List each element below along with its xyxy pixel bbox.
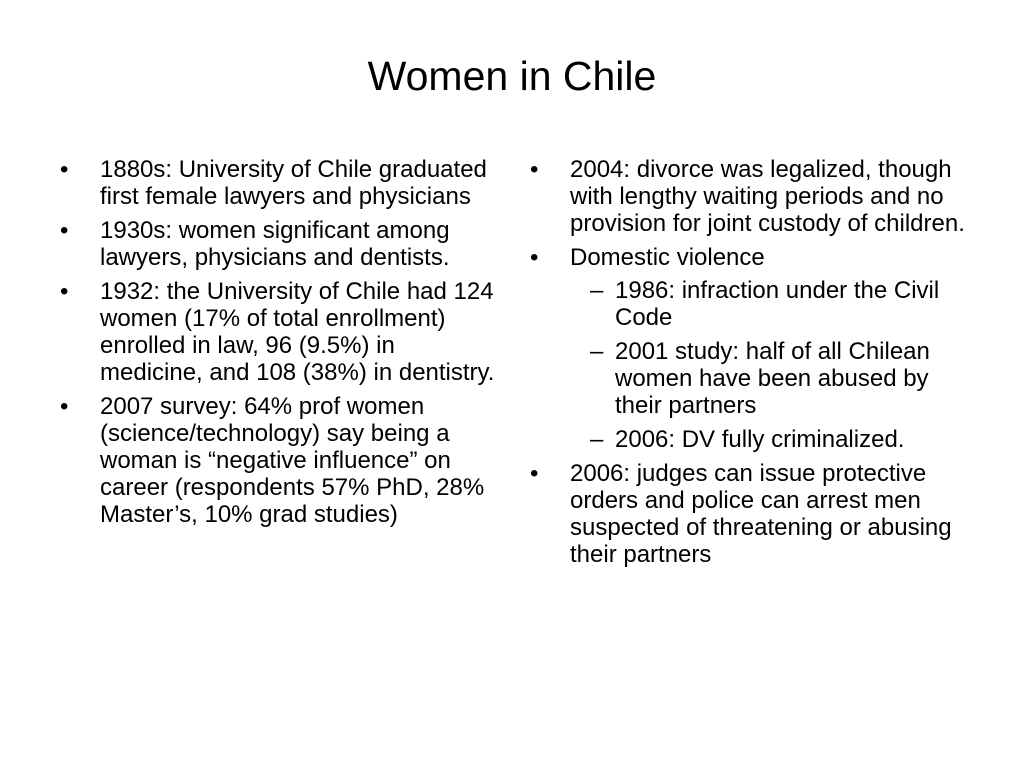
bullet-text: 2006: judges can issue protective orders and police can arrest men suspected of threatening or abusing their partners — [570, 460, 952, 568]
bullet-item — [60, 278, 500, 386]
bullet-text: 1880s: University of Chile graduated first female lawyers and physicians — [100, 156, 487, 210]
left-bullet-list — [60, 156, 500, 535]
bullet-text: Domestic violence — [570, 244, 765, 271]
sub-bullet-text: 1986: infraction under the Civil Code — [615, 277, 940, 331]
right-bullet-list — [530, 156, 970, 575]
bullet-item — [530, 156, 970, 237]
bullet-item — [60, 156, 500, 210]
dash-icon: – — [590, 426, 604, 453]
sub-bullet-text: 2001 study: half of all Chilean women have been abused by their partners — [615, 338, 930, 419]
dash-icon: – — [590, 277, 604, 304]
bullet-text: 2004: divorce was legalized, though with lengthy waiting periods and no provision for joint custody of children. — [570, 156, 965, 237]
sub-bullet-text: 2006: DV fully criminalized. — [615, 426, 905, 453]
bullet-dot-icon: • — [530, 156, 539, 183]
bullet-dot-icon: • — [60, 393, 69, 420]
bullet-dot-icon: • — [60, 156, 69, 183]
bullet-dot-icon: • — [530, 460, 539, 487]
bullet-item — [530, 460, 970, 568]
bullet-item — [60, 217, 500, 271]
slide-title: Women in Chile — [367, 53, 657, 99]
bullet-text: 2007 survey: 64% prof women (science/technology) say being a woman is “negative influence” on career (respondents 57% PhD, 28% Master’s, 10% grad studies) — [100, 393, 485, 528]
bullet-dot-icon: • — [60, 278, 69, 305]
sub-bullet-item — [570, 277, 970, 331]
bullet-item — [530, 244, 970, 453]
bullet-dot-icon: • — [530, 244, 539, 271]
bullet-item — [60, 393, 500, 528]
bullet-dot-icon: • — [60, 217, 69, 244]
domestic-violence-sublist — [570, 277, 970, 453]
bullet-text: 1932: the University of Chile had 124 women (17% of total enrollment) enrolled in law, 96 (9.5%) in medicine, and 108 (38%) in dentistry. — [100, 278, 495, 386]
sub-bullet-item — [570, 338, 970, 419]
sub-bullet-item — [570, 426, 970, 453]
dash-icon: – — [590, 338, 604, 365]
bullet-text: 1930s: women significant among lawyers, physicians and dentists. — [100, 217, 450, 271]
